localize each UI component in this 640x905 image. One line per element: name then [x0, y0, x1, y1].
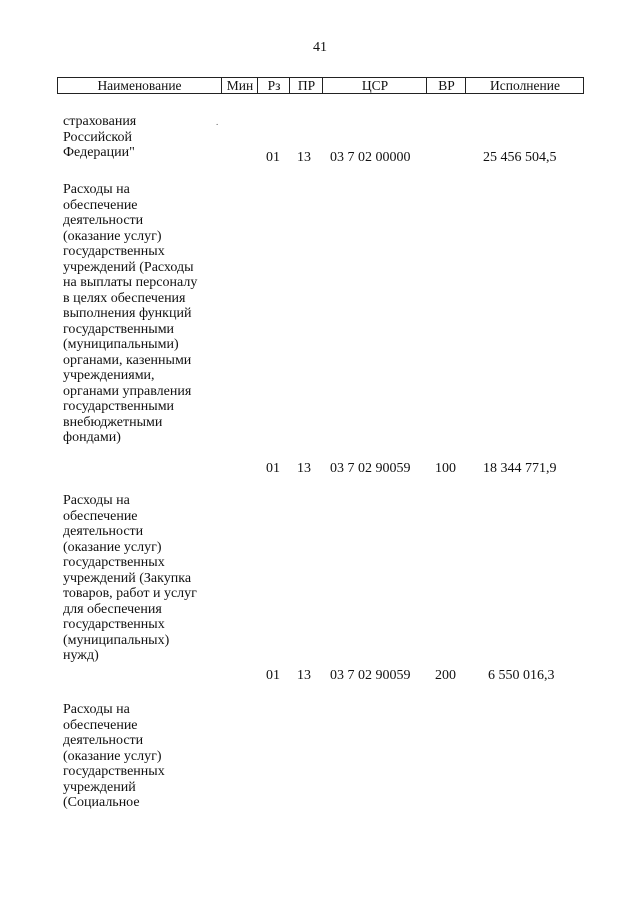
row-name-line: (Социальное [63, 795, 140, 810]
row-name-line: (муниципальными) [63, 337, 179, 352]
column-header-exec: Исполнение [465, 78, 584, 93]
row-name-line: в целях обеспечения [63, 290, 186, 306]
scan-mark: . [216, 117, 219, 127]
column-header-name: Наименование [97, 78, 182, 93]
row-exec: 6 550 016,3 [488, 668, 555, 683]
row-name-line: Расходы на [63, 182, 130, 197]
row-name [63, 702, 213, 811]
row-name-line: органами, казенными [63, 352, 192, 368]
row-name [63, 182, 213, 446]
row-name-line: (оказание услуг) [63, 228, 162, 244]
row-name [63, 114, 213, 161]
row-name-line: учреждений [63, 779, 136, 795]
row-vr: 200 [435, 668, 456, 683]
column-header-csr: ЦСР [322, 78, 427, 93]
row-name-line: внебюджетными [63, 414, 163, 430]
row-name-line: деятельности [63, 524, 144, 539]
page-number: 41 [313, 40, 327, 55]
row-name-line: государственных [63, 617, 165, 632]
column-header-pr: ПР [289, 78, 323, 93]
row-rz: 01 [266, 150, 280, 165]
row-exec: 18 344 771,9 [483, 461, 557, 476]
row-name-line: обеспечение [63, 717, 138, 733]
row-pr: 13 [297, 461, 311, 476]
row-name-line: деятельности [63, 733, 144, 748]
row-name-line: государственными [63, 399, 175, 414]
row-name [63, 493, 213, 664]
row-rz: 01 [266, 668, 280, 683]
row-name-line: учреждениями, [63, 368, 155, 383]
column-header-rz: Рз [257, 78, 290, 93]
row-name-line: Российской [63, 129, 132, 145]
row-name-line: (оказание услуг) [63, 748, 162, 764]
row-name-line: (муниципальных) [63, 632, 170, 648]
row-name-line: товаров, работ и услуг [63, 586, 197, 601]
row-name-line: государственных [63, 244, 165, 259]
row-name-line: фондами) [63, 430, 121, 445]
row-rz: 01 [266, 461, 280, 476]
row-name-line: государственных [63, 555, 165, 570]
row-name-line: учреждений (Расходы [63, 259, 194, 275]
row-vr: 100 [435, 461, 456, 476]
row-name-line: на выплаты персоналу [63, 275, 198, 290]
row-name-line: для обеспечения [63, 601, 162, 617]
row-name-line: государственных [63, 764, 165, 779]
row-pr: 13 [297, 150, 311, 165]
row-csr: 03 7 02 90059 [330, 461, 411, 476]
row-name-line: учреждений (Закупка [63, 570, 192, 586]
row-name-line: государственными [63, 321, 175, 337]
row-name-line: выполнения функций [63, 306, 192, 321]
row-pr: 13 [297, 668, 311, 683]
row-name-line: (оказание услуг) [63, 539, 162, 555]
column-header-min: Мин [221, 78, 258, 93]
table-header [57, 77, 584, 94]
row-name-line: Федерации" [63, 145, 135, 160]
row-name-line: страхования [63, 114, 137, 129]
row-csr: 03 7 02 00000 [330, 150, 411, 165]
column-header-vr: ВР [426, 78, 466, 93]
row-name-line: нужд) [63, 648, 99, 663]
row-name-line: обеспечение [63, 508, 138, 524]
row-csr: 03 7 02 90059 [330, 668, 411, 683]
row-name-line: обеспечение [63, 197, 138, 213]
row-name-line: деятельности [63, 213, 144, 228]
row-name-line: Расходы на [63, 702, 130, 717]
row-exec: 25 456 504,5 [483, 150, 557, 165]
row-name-line: Расходы на [63, 493, 130, 508]
row-name-line: органами управления [63, 383, 192, 399]
